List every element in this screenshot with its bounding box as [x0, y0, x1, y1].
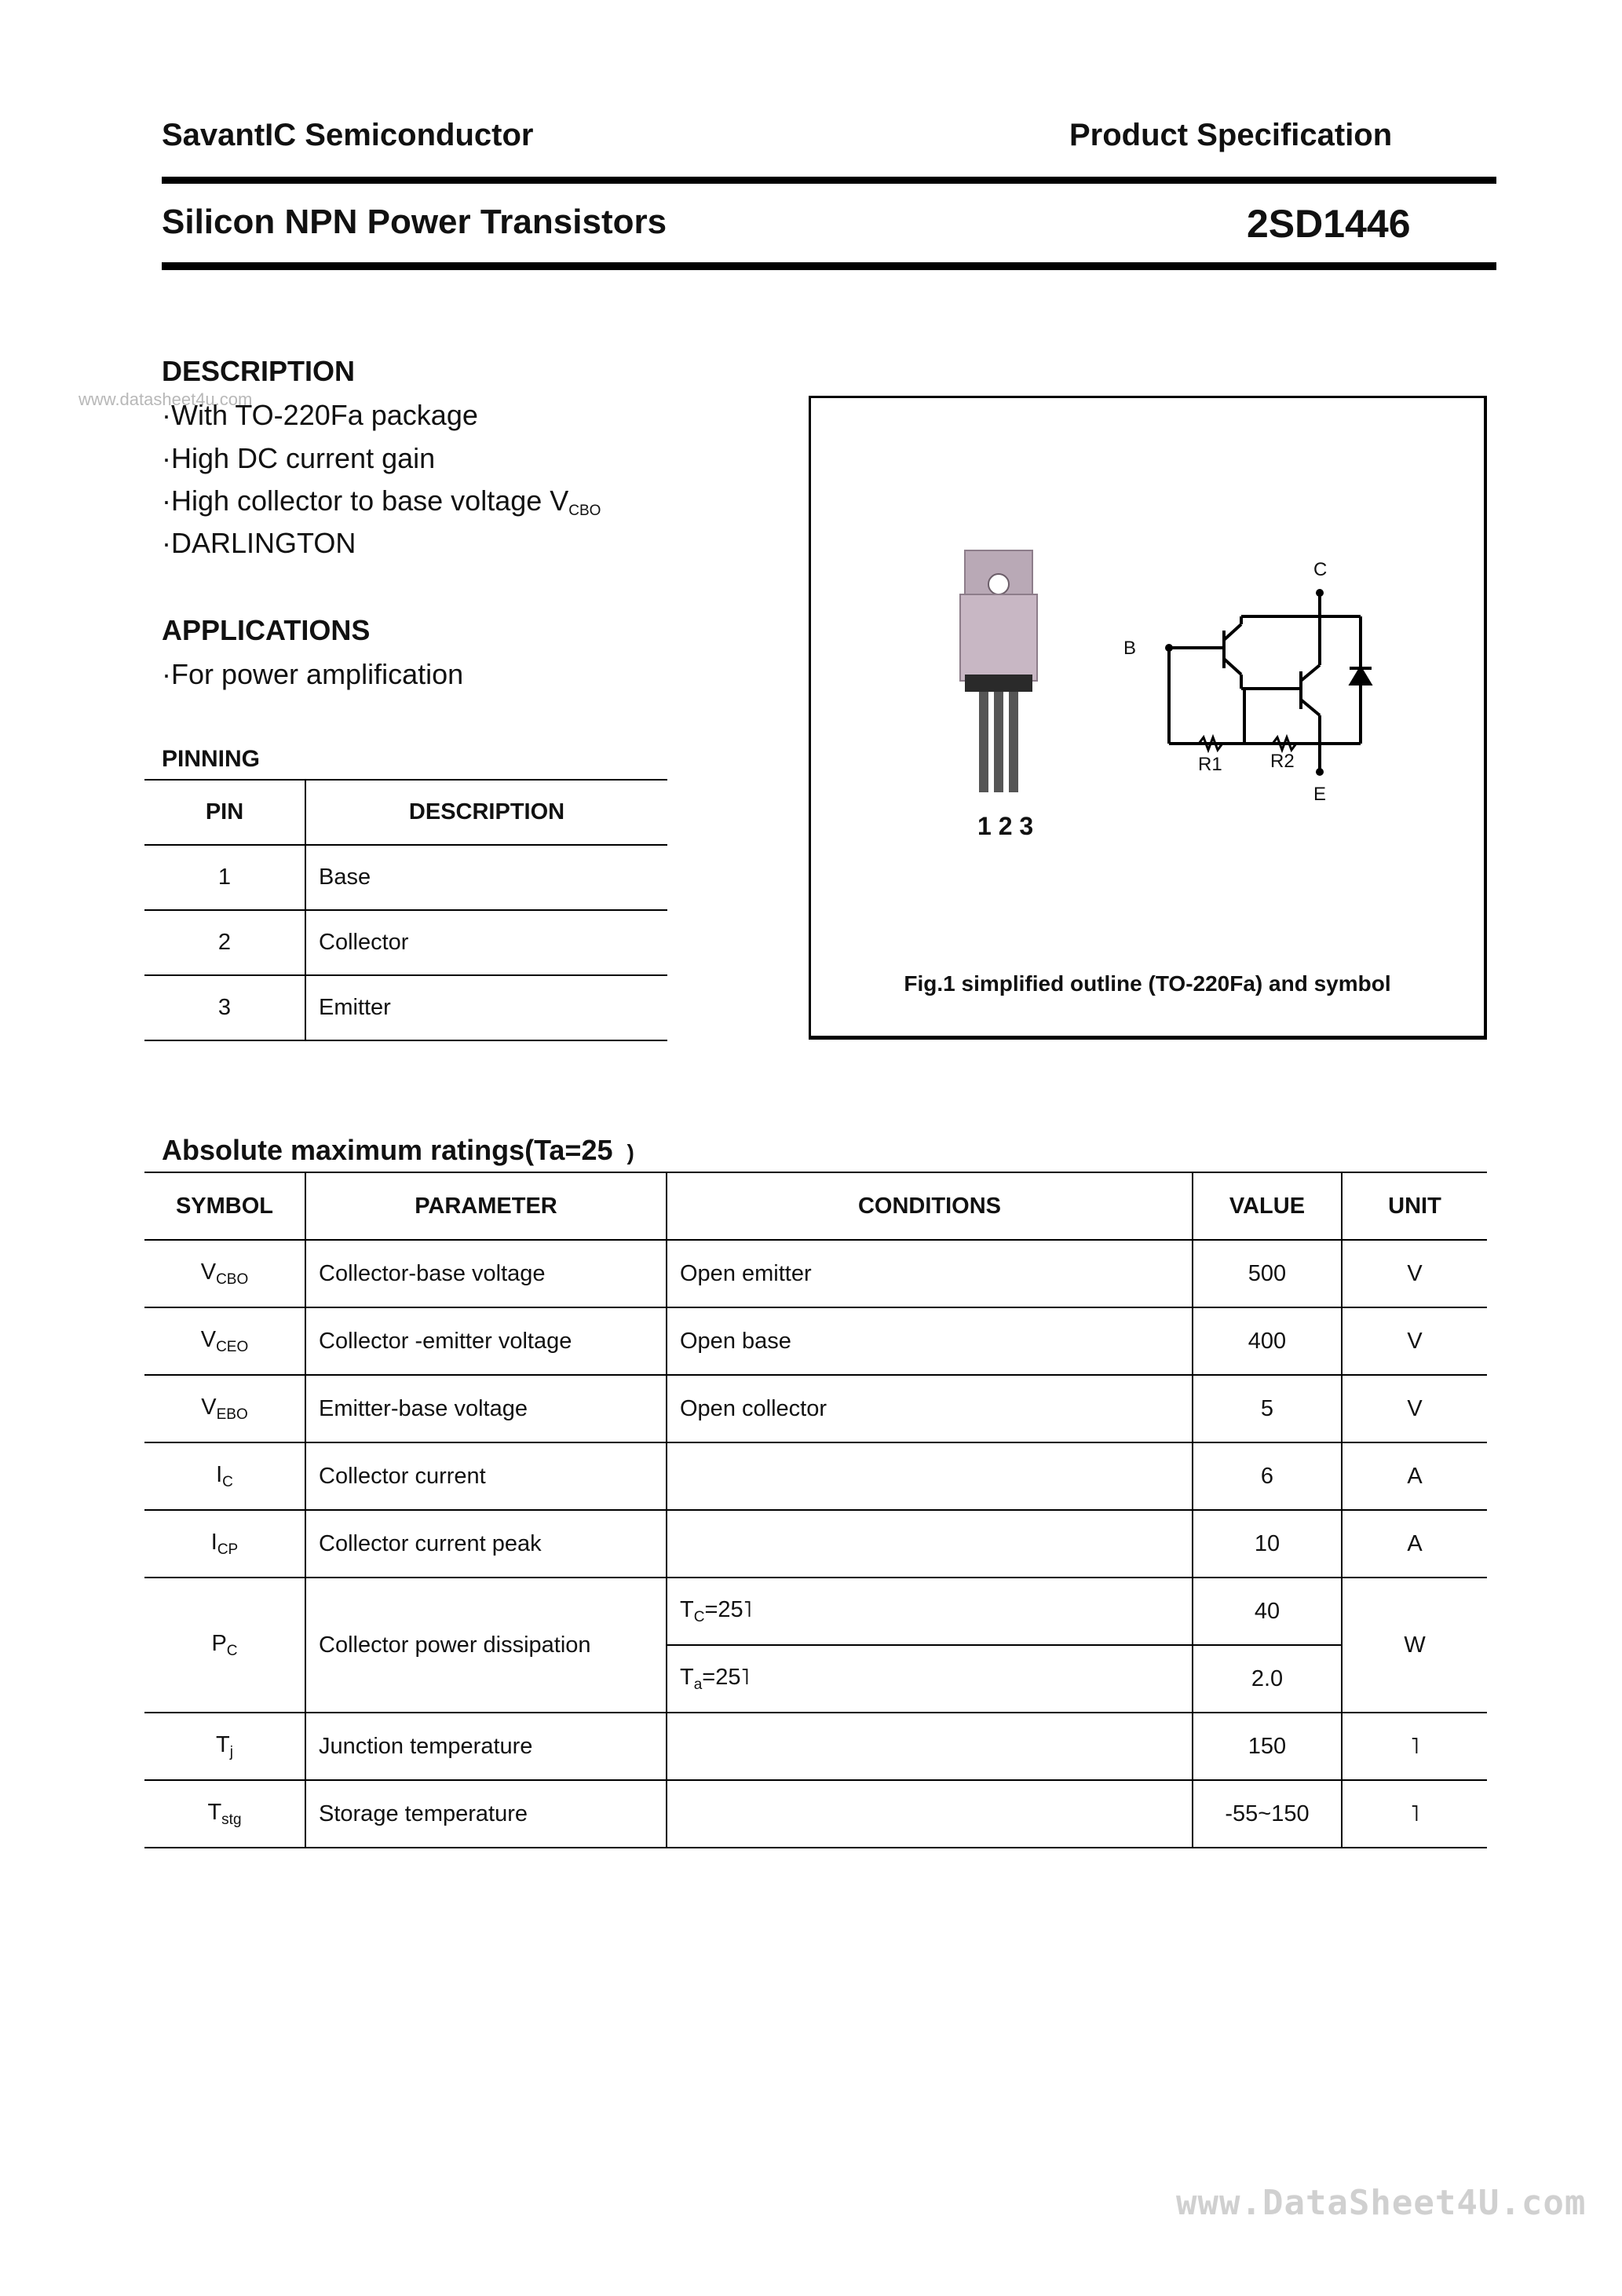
- ratings-table: [144, 1172, 1487, 1848]
- pin-column-header: PIN: [144, 780, 305, 845]
- value-cell: 40: [1193, 1578, 1342, 1645]
- condition-subscript: C: [693, 1608, 705, 1625]
- degree-glyph: ˥: [743, 1596, 752, 1622]
- ratings-title-text: Absolute maximum ratings(Ta=25: [162, 1134, 613, 1166]
- degree-glyph: ˥: [740, 1664, 750, 1690]
- symbol-subscript: C: [222, 1473, 233, 1490]
- unit-cell: A: [1342, 1442, 1487, 1510]
- pin-number: 3: [144, 975, 305, 1040]
- table-row: [144, 1442, 1487, 1510]
- value-cell: 6: [1193, 1442, 1342, 1510]
- label-r1: R1: [1198, 754, 1222, 775]
- product-line-title: Silicon NPN Power Transistors: [162, 203, 667, 241]
- parameter-cell: Emitter-base voltage: [305, 1375, 667, 1442]
- symbol-cell: [144, 1780, 305, 1848]
- symbol-letter: I: [210, 1529, 217, 1555]
- parameter-cell: Collector -emitter voltage: [305, 1307, 667, 1375]
- table-row: [144, 1780, 1487, 1848]
- table-row: [144, 1578, 1487, 1645]
- unit-cell: A: [1342, 1510, 1487, 1578]
- symbol-cell: [144, 1442, 305, 1510]
- unit-cell: V: [1342, 1307, 1487, 1375]
- symbol-subscript: CBO: [216, 1270, 249, 1288]
- watermark-small: www.datasheet4u.com: [79, 389, 253, 409]
- condition-subscript: a: [693, 1676, 703, 1693]
- pin-description: Collector: [305, 910, 667, 975]
- pin-numbers-label: 1 2 3: [977, 812, 1034, 840]
- parameter-cell: Collector-base voltage: [305, 1240, 667, 1307]
- symbol-cell: [144, 1578, 305, 1713]
- pin-number: 1: [144, 845, 305, 910]
- description-item: ·DARLINGTON: [162, 527, 356, 559]
- conditions-cell: Open collector: [667, 1375, 1193, 1442]
- part-number: 2SD1446: [1247, 202, 1411, 246]
- value-cell: 2.0: [1193, 1645, 1342, 1713]
- table-row: [144, 1240, 1487, 1307]
- symbol-letter: V: [200, 1259, 217, 1285]
- description-item: [162, 484, 601, 520]
- unit-cell: W: [1342, 1578, 1487, 1713]
- symbol-subscript: stg: [221, 1811, 242, 1828]
- symbol-column-header: SYMBOL: [144, 1172, 305, 1240]
- base-terminal: [1165, 644, 1173, 652]
- document-type: Product Specification: [1069, 118, 1393, 152]
- condition-symbol: T: [680, 1664, 694, 1690]
- applications-item: ·For power amplification: [162, 658, 464, 690]
- package-body: [960, 594, 1037, 681]
- condition-text: =25: [702, 1664, 741, 1690]
- parameter-column-header: PARAMETER: [305, 1172, 667, 1240]
- parameter-cell: Junction temperature: [305, 1713, 667, 1780]
- parameter-cell: Collector current peak: [305, 1510, 667, 1578]
- symbol-cell: [144, 1713, 305, 1780]
- figure-caption: Fig.1 simplified outline (TO-220Fa) and symbol: [904, 971, 1391, 996]
- unit-column-header: UNIT: [1342, 1172, 1487, 1240]
- table-row: [144, 1713, 1487, 1780]
- pin-description: Emitter: [305, 975, 667, 1040]
- company-name: SavantIC Semiconductor: [162, 118, 534, 152]
- symbol-letter: P: [211, 1630, 227, 1656]
- value-cell: 5: [1193, 1375, 1342, 1442]
- label-c: C: [1313, 559, 1328, 580]
- collector-terminal: [1316, 589, 1324, 597]
- symbol-subscript: CEO: [216, 1338, 249, 1355]
- lead-2: [994, 692, 1003, 792]
- symbol-subscript: EBO: [216, 1406, 248, 1423]
- lead-3: [1009, 692, 1018, 792]
- condition-text: =25: [704, 1596, 743, 1622]
- description-column-header: DESCRIPTION: [305, 780, 667, 845]
- conditions-cell: [667, 1645, 1193, 1713]
- value-cell: -55~150: [1193, 1780, 1342, 1848]
- value-cell: 150: [1193, 1713, 1342, 1780]
- figure-box: [809, 396, 1487, 1040]
- value-cell: 10: [1193, 1510, 1342, 1578]
- parameter-cell: Collector current: [305, 1442, 667, 1510]
- symbol-letter: T: [207, 1799, 222, 1825]
- conditions-cell: Open emitter: [667, 1240, 1193, 1307]
- package-base: [965, 675, 1032, 692]
- symbol-subscript: C: [226, 1642, 238, 1659]
- symbol-letter: V: [200, 1326, 217, 1352]
- unit-cell: V: [1342, 1375, 1487, 1442]
- symbol-letter: I: [216, 1461, 223, 1487]
- ratings-header-row: [144, 1172, 1487, 1240]
- unit-cell: V: [1342, 1240, 1487, 1307]
- table-row: [144, 910, 667, 975]
- table-row: [144, 1510, 1487, 1578]
- symbol-cell: [144, 1510, 305, 1578]
- value-cell: 500: [1193, 1240, 1342, 1307]
- label-b: B: [1123, 638, 1137, 659]
- darlington-symbol: [1169, 593, 1372, 772]
- value-column-header: VALUE: [1193, 1172, 1342, 1240]
- condition-symbol: T: [680, 1596, 694, 1622]
- parameter-cell: Storage temperature: [305, 1780, 667, 1848]
- label-r2: R2: [1270, 751, 1295, 772]
- conditions-cell: Open base: [667, 1307, 1193, 1375]
- conditions-cell: [667, 1578, 1193, 1645]
- header-rule-top: [162, 177, 1496, 184]
- emitter-terminal: [1316, 768, 1324, 776]
- symbol-subscript: CP: [217, 1541, 239, 1558]
- table-row: [144, 1375, 1487, 1442]
- package-outline-image: [811, 398, 1489, 948]
- watermark-footer: www.DataSheet4U.com: [1176, 2183, 1587, 2223]
- conditions-cell: [667, 1780, 1193, 1848]
- description-item: ·With TO-220Fa package: [162, 399, 478, 431]
- table-row: [144, 1307, 1487, 1375]
- conditions-cell: [667, 1442, 1193, 1510]
- vcbo-subscript: CBO: [568, 503, 601, 519]
- pinning-title: PINNING: [162, 746, 261, 772]
- value-cell: 400: [1193, 1307, 1342, 1375]
- mounting-hole: [988, 574, 1009, 594]
- description-title: DESCRIPTION: [162, 355, 356, 387]
- label-e: E: [1313, 784, 1327, 805]
- description-item-text: ·High collector to base voltage V: [162, 484, 569, 517]
- header-rule-bottom: [162, 262, 1496, 270]
- symbol-cell: [144, 1240, 305, 1307]
- pin-description: Base: [305, 845, 667, 910]
- symbol-cell: [144, 1375, 305, 1442]
- conditions-cell: [667, 1510, 1193, 1578]
- symbol-letter: V: [201, 1394, 217, 1420]
- pin-number: 2: [144, 910, 305, 975]
- applications-title: APPLICATIONS: [162, 614, 371, 646]
- symbol-letter: T: [216, 1731, 230, 1757]
- ratings-title: [162, 1134, 634, 1167]
- conditions-cell: [667, 1713, 1193, 1780]
- pinning-table: [144, 779, 667, 1041]
- lead-1: [979, 692, 988, 792]
- conditions-column-header: CONDITIONS: [667, 1172, 1193, 1240]
- table-row: [144, 845, 667, 910]
- unit-cell: ˥: [1342, 1713, 1487, 1780]
- symbol-subscript: j: [229, 1743, 233, 1760]
- ratings-title-suffix: ): [627, 1140, 634, 1164]
- unit-cell: ˥: [1342, 1780, 1487, 1848]
- table-row: [144, 975, 667, 1040]
- symbol-cell: [144, 1307, 305, 1375]
- parameter-cell: Collector power dissipation: [305, 1578, 667, 1713]
- description-item: ·High DC current gain: [162, 442, 436, 474]
- pinning-header-row: [144, 780, 667, 845]
